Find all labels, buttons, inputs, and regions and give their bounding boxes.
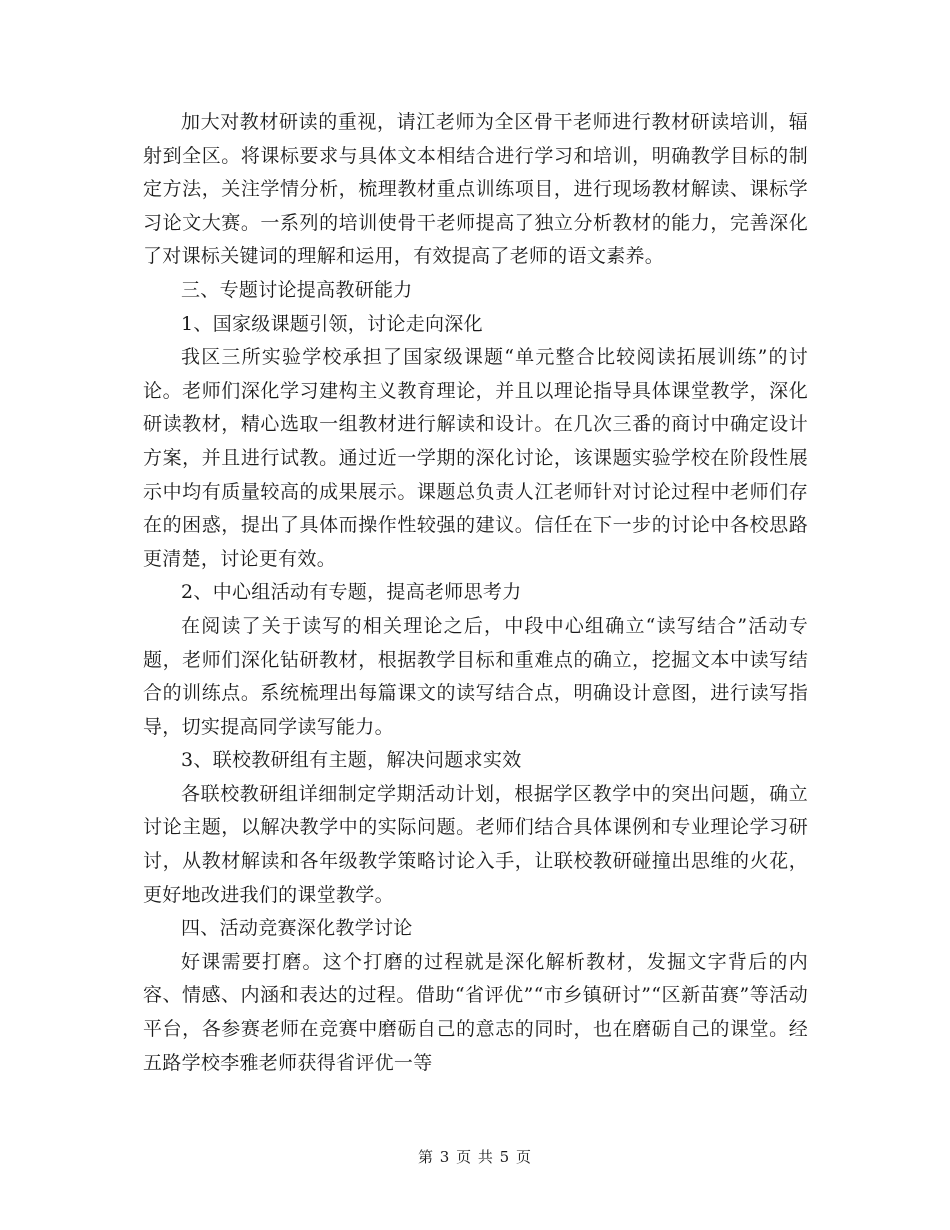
subsection-heading-3-3: 3、联校教研组有主题，解决问题求实效	[181, 749, 522, 772]
subsection-heading-3-1: 1、国家级课题引领，讨论走向深化	[181, 312, 483, 335]
page-number-footer: 第 3 页 共 5 页	[418, 1148, 532, 1166]
paragraph-competitions: 好课需要打磨。这个打磨的过程就是深化解析教材，发掘文字背后的内容、情感、内涵和表达的过程。借助“省评优”“市乡镇研讨”“区新苗赛”等活动平台，各参赛老师在竞赛中磨砺自己的意志的同时，也在磨砺自己的课堂。经五路学校李雅老师获得省评优一等	[143, 950, 808, 1074]
document-body	[143, 106, 808, 1080]
section-heading-3: 三、专题讨论提高教研能力	[181, 278, 413, 301]
paragraph-teaching-material-training: 加大对教材研读的重视，请江老师为全区骨干老师进行教材研读培训，辐射到全区。将课标要求与具体文本相结合进行学习和培训，明确教学目标的制定方法，关注学情分析，梳理教材重点训练项目，进行现场教材解读、课标学习论文大赛。一系列的培训使骨干老师提高了独立分析教材的能力，完善深化了对课标关键词的理解和运用，有效提高了老师的语文素养。	[143, 111, 808, 268]
paragraph-joint-school-group: 各联校教研组详细制定学期活动计划，根据学区教学中的突出问题，确立讨论主题，以解决教学中的实际问题。老师们结合具体课例和专业理论学习研讨，从教材解读和各年级教学策略讨论入手，让联校教研碰撞出思维的火花，更好地改进我们的课堂教学。	[143, 782, 808, 906]
subsection-heading-3-2: 2、中心组活动有专题，提高老师思考力	[181, 581, 522, 604]
section-heading-4: 四、活动竞赛深化教学讨论	[181, 917, 413, 940]
paragraph-national-project: 我区三所实验学校承担了国家级课题“单元整合比较阅读拓展训练”的讨论。老师们深化学习建构主义教育理论，并且以理论指导具体课堂教学，深化研读教材，精心选取一组教材进行解读和设计。在几次三番的商讨中确定设计方案，并且进行试教。通过近一学期的深化讨论，该课题实验学校在阶段性展示中均有质量较高的成果展示。课题总负责人江老师针对讨论过程中老师们存在的困惑，提出了具体而操作性较强的建议。信任在下一步的讨论中各校思路更清楚，讨论更有效。	[143, 346, 808, 570]
paragraph-center-group: 在阅读了关于读写的相关理论之后，中段中心组确立“读写结合”活动专题，老师们深化钻研教材，根据教学目标和重难点的确立，挖掘文本中读写结合的训练点。系统梳理出每篇课文的读写结合点，明确设计意图，进行读写指导，切实提高同学读写能力。	[143, 614, 808, 738]
